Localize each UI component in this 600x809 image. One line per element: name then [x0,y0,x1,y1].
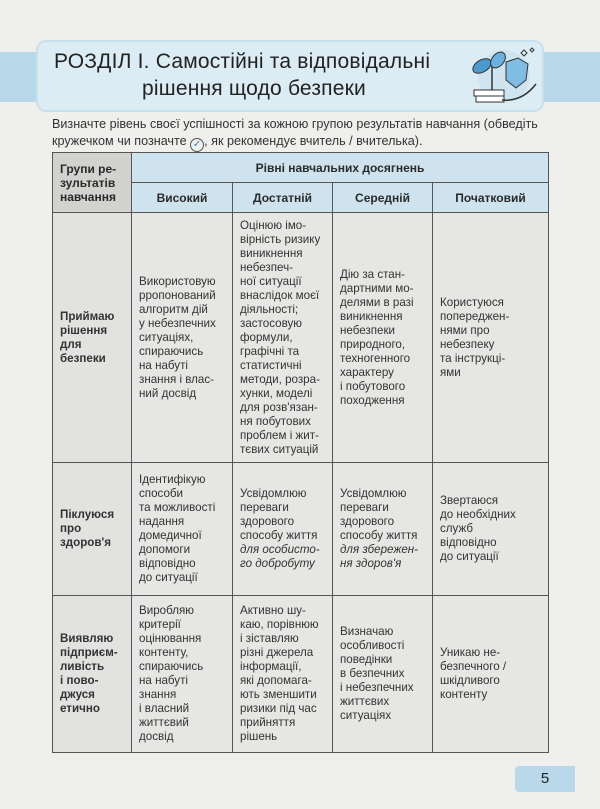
table-row [53,596,549,753]
title-line-2: рішення щодо безпеки [142,77,366,100]
row-group-label: Виявляю підприєм- ливість і пово- джуся етично [53,596,132,753]
level-header-sufficient: Достатній [233,183,333,213]
cell-italic-text: для особисто- го добробуту [240,543,320,570]
instructions-text [52,116,552,152]
achievement-levels-table [52,152,549,753]
table-cell: Активно шу- каю, порівнюю і зіставляю різні джерела інформації, які допомага- ють зменшити ризики під час прийняття рішень [233,596,333,753]
table-cell: Визначаю особливості поведінки в безпечних і небезпечних життєвих ситуаціях [333,596,433,753]
table-cell: Дію за стан- дартними мо- делями в разі виникнення небезпеки природного, техногенного характеру і побутового походження [333,213,433,463]
table-cell: Оцінюю імо- вірність ризику виникнення небезпеч- ної ситуації внаслідок моєї діяльності; застосовую формули, графічні та статистичні методи, розра- хунки, моделі для розв'язан- ня побутових проблем і жит- тєвих ситуацій [233,213,333,463]
table-row [53,213,549,463]
row-group-label: Приймаю рішення для безпеки [53,213,132,463]
table-cell [333,463,433,596]
page-number: 5 [515,766,575,792]
level-header-initial: Початковий [433,183,549,213]
instructions-part-2: , як рекомендує вчитель / вчителька). [204,134,423,148]
table-cell: Використовую pропонований алгоритм дій у небезпечних ситуаціях, спираючись на набуті знання і влас- ний досвід [132,213,233,463]
plant-in-hand-icon [462,44,542,110]
row-group-label: Піклуюся про здоров'я [53,463,132,596]
section-title [54,48,454,102]
levels-header: Рівні навчальних досягнень [132,153,549,183]
table-cell: Уникаю не- безпечного / шкідливого контенту [433,596,549,753]
table-cell [233,463,333,596]
cell-text: Усвідомлюю переваги здорового способу життя [240,487,318,542]
level-header-high: Високий [132,183,233,213]
instructions-part-1: Визначте рівень своєї успішності за кожною групою результатів навчання (обведіть кружечком чи позначте [52,117,538,148]
table-cell: Ідентифікую способи та можливості надання домедичної допомоги відповідно до ситуації [132,463,233,596]
check-circle-icon: ✓ [190,138,204,152]
table-cell: Виробляю критерії оцінювання контенту, спираючись на набуті знання і власний життєвий досвід [132,596,233,753]
table-cell: Звертаюся до необхідних служб відповідно до ситуації [433,463,549,596]
table-cell: Користуюся попереджен- нями про небезпеку та інструкці- ями [433,213,549,463]
table-row [53,463,549,596]
level-header-average: Середній [333,183,433,213]
cell-italic-text: для збережен- ня здоров'я [340,543,419,570]
cell-text: Усвідомлюю переваги здорового способу життя [340,487,418,542]
title-line-1: РОЗДІЛ І. Самостійні та відповідальні [54,50,431,73]
group-column-header: Групи ре- зультатів навчання [53,153,132,213]
